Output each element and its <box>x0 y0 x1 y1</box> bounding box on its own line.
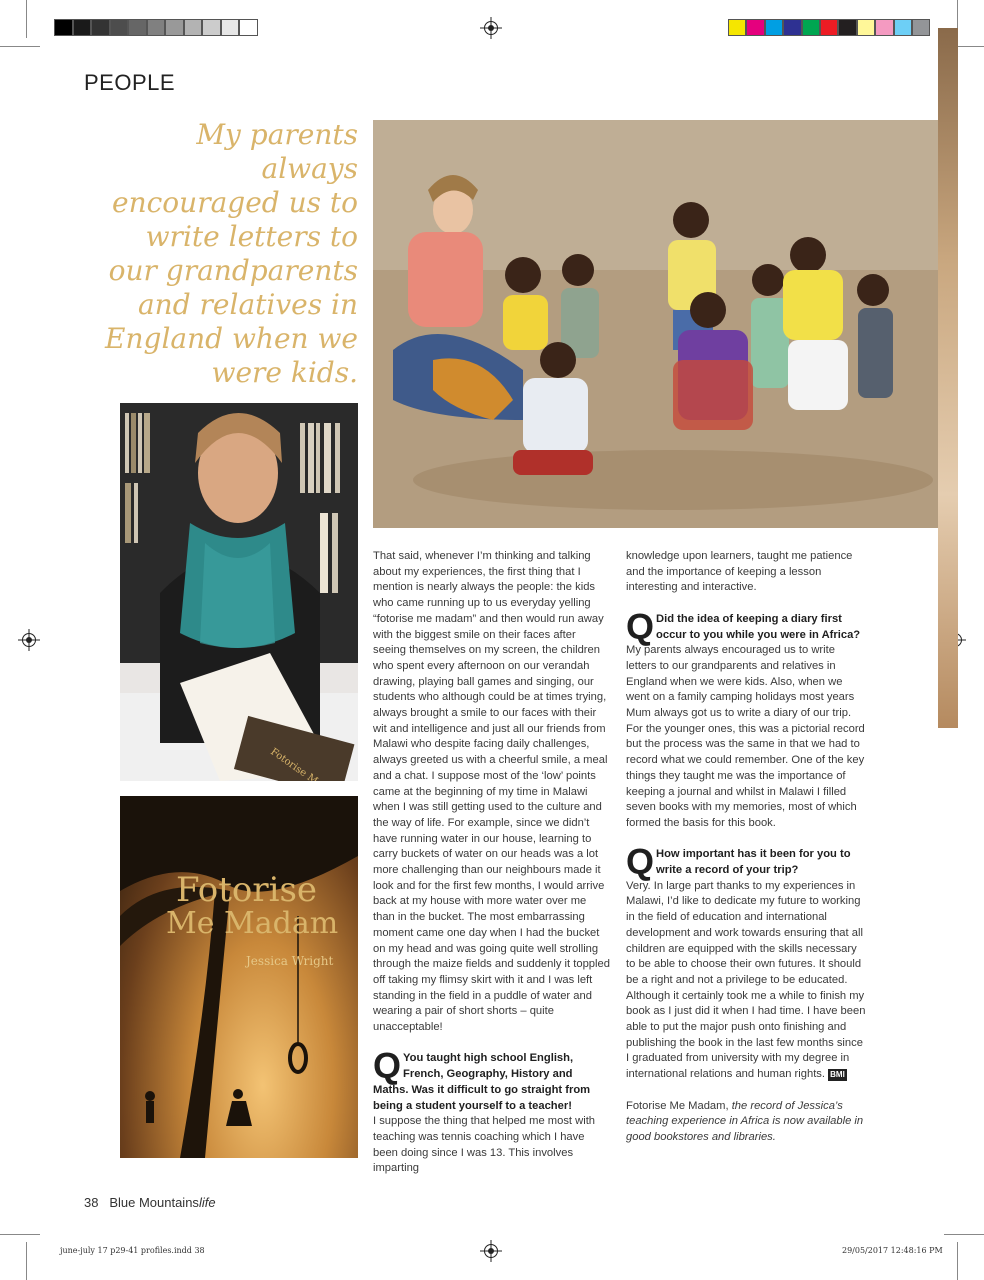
crop-mark <box>26 1242 27 1280</box>
color-swatch <box>765 19 783 36</box>
credit-text: the record of Jessica’s teaching experience in Africa is now available in good bookstores and libraries. <box>626 1099 864 1143</box>
question-text: You taught high school English, French, Geography, History and Maths. Was it difficult to go straight from being a student yourself to a teacher! <box>373 1052 591 1112</box>
color-swatch <box>746 19 764 36</box>
gray-swatch <box>184 19 203 36</box>
answer-paragraph: I suppose the thing that helped me most with teaching was tennis coaching which I have been doing since I was 13. This involves imparting <box>373 1115 596 1175</box>
credit-title: Fotorise Me Madam, <box>626 1099 729 1112</box>
magazine-name-suffix: life <box>198 1195 216 1210</box>
color-swatch <box>894 19 912 36</box>
section-label: PEOPLE <box>84 70 176 95</box>
answer-paragraph: My parents always encouraged us to write letters to our grandparents and relatives in England when we were kids. Also, when we went on a family camping holidays most years Mum always got us to write a diary of our trip. For the younger ones, this was a pictorial record but the process was the same in that we had to record what we could remember. One of the key things they taught me was the importance of keeping a journal and whilst in Malawi I filled seven books with my memories, most of which formed the basis for this book. <box>626 644 865 829</box>
question-drop-cap: Q <box>626 841 655 883</box>
gray-swatch <box>239 19 258 36</box>
gray-swatch <box>165 19 184 36</box>
color-swatch <box>728 19 746 36</box>
gray-swatch <box>91 19 110 36</box>
crop-mark <box>0 46 40 47</box>
registration-mark-icon <box>22 633 36 647</box>
question-drop-cap: Q <box>626 605 655 647</box>
registration-mark-icon <box>484 1244 498 1258</box>
crop-mark <box>957 1242 958 1280</box>
portrait-book-label: Fotorise <box>268 746 309 780</box>
end-mark-badge: BMl <box>830 1070 845 1080</box>
question-block <box>626 841 866 883</box>
slug-right: 29/05/2017 12:48:16 PM <box>842 1246 943 1255</box>
crop-mark <box>0 1234 40 1235</box>
article-column-left <box>373 549 611 1193</box>
registration-mark-icon <box>484 21 498 35</box>
question-block <box>626 605 866 647</box>
magazine-name: Blue Mountains <box>109 1195 199 1210</box>
gray-swatch <box>110 19 129 36</box>
question-text: Did the idea of keeping a diary first occur to you while you were in Africa? <box>656 612 861 641</box>
page-number: 38 <box>84 1195 99 1210</box>
answer-text: Very. In large part thanks to my experiences in Malawi, I’d like to dedicate my future to working in the field of education and international development and work towards ensuring that all children are equipped with the skills necessary to be able to choose their own futures. It should be a right and not a privilege to be educated. Although it certainly took me a while to finish my book as I just did it when I had time. I have been able to put the major push onto finishing and publishing the book in the last few months since I graduated from university with my degree in international relations and human rights. <box>626 879 866 1081</box>
color-swatch <box>857 19 875 36</box>
crop-mark <box>26 0 27 38</box>
color-swatch <box>802 19 820 36</box>
question-block <box>373 1045 611 1114</box>
article-paragraph: knowledge upon learners, taught me patience and the importance of keeping a lesson interesting and interactive. <box>626 550 853 594</box>
pull-quote: My parents always encouraged us to write letters to our grandparents and relatives in England when we were kids. <box>105 118 358 389</box>
children-circle-photo <box>373 120 938 528</box>
slug-left: june-july 17 p29-41 profiles.indd 38 <box>60 1246 205 1255</box>
gray-swatch <box>54 19 73 36</box>
book-title-line1: Fotorise <box>176 870 318 910</box>
color-swatch <box>783 19 801 36</box>
question-drop-cap: Q <box>373 1045 402 1087</box>
book-cover-image <box>120 796 358 1158</box>
article-column-right <box>626 549 866 1161</box>
author-portrait-photo <box>120 403 358 781</box>
gray-swatch <box>147 19 166 36</box>
color-swatch <box>838 19 856 36</box>
color-swatch <box>912 19 930 36</box>
question-text: How important has it been for you to write a record of your trip? <box>656 848 851 877</box>
book-author: Jessica Wright <box>246 954 334 968</box>
answer-paragraph <box>626 879 866 1083</box>
gray-swatch <box>202 19 221 36</box>
gray-swatch <box>221 19 240 36</box>
color-swatch <box>875 19 893 36</box>
color-swatch <box>820 19 838 36</box>
book-credit <box>626 1099 866 1146</box>
book-title-line2: Me Madam <box>166 906 339 941</box>
gray-swatch <box>128 19 147 36</box>
page-footer <box>84 1195 216 1210</box>
article-paragraph: That said, whenever I’m thinking and talking about my experiences, the first thing that I mention is nearly always the people: the kids who came running up to us everyday yelling “fotorise me madam” and then would run away with the biggest smile on their faces after seeing themselves on my screen, the children who spent every afternoon on our verandah drawing, playing ball games and singing, our students who although could be at times trying, always brought a smile to our faces with their wit and intelligence and just all our friends from Malawi who despite facing daily challenges, always greeted us with a cheerful smile, a meal and a chat. I suppose most of the ‘low’ points came at the beginning of my time in Malawi when I was still getting used to the culture and the way of life. For example, since we didn’t have running water in our house, learning to carry buckets of water on our heads was a lot more challenging than our neighbours made it look and for the first few months, I would arrive back at my house with more water over me than in the bucket. The most embarrassing moment came one day when I had the bucket on my head and was going quite well strolling through the maize fields and suddenly it toppled off taking my flimsy skirt with it and I was left standing in the field in a puddle of water and wearing a pair of short shorts – quite unacceptable! <box>373 550 610 1034</box>
crop-mark <box>944 1234 984 1235</box>
page-bleed-image-strip <box>938 28 958 728</box>
gray-swatch <box>73 19 92 36</box>
